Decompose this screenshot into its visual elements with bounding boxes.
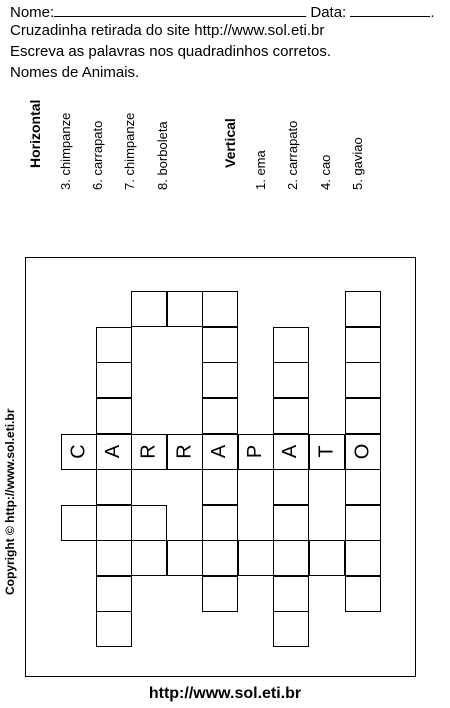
cell-letter: A xyxy=(208,445,231,459)
crossword-cell[interactable] xyxy=(273,398,309,434)
crossword-cell[interactable] xyxy=(131,505,167,541)
crossword-cell[interactable] xyxy=(202,576,238,612)
vertical-clue: 5. gaviao xyxy=(350,137,365,190)
cell-letter: C xyxy=(67,444,90,459)
horizontal-clue: 8. borboleta xyxy=(155,121,170,190)
crossword-cell[interactable] xyxy=(61,434,97,470)
name-blank[interactable] xyxy=(54,2,306,17)
crossword-cell[interactable] xyxy=(167,540,203,576)
crossword-cell[interactable] xyxy=(273,505,309,541)
crossword-cell[interactable] xyxy=(273,540,309,576)
crossword-cell[interactable] xyxy=(202,291,238,327)
crossword-cell[interactable] xyxy=(345,398,381,434)
crossword-cell[interactable] xyxy=(96,611,132,647)
crossword-cell[interactable] xyxy=(309,434,345,470)
crossword-cell[interactable] xyxy=(345,469,381,505)
copyright-text: Copyright © http://www.sol.eti.br xyxy=(3,408,17,595)
cell-letter: P xyxy=(244,445,267,459)
horizontal-clue: 7. chimpanze xyxy=(122,112,137,190)
date-blank[interactable] xyxy=(350,2,430,17)
crossword-cell[interactable] xyxy=(167,434,203,470)
crossword-cell[interactable] xyxy=(131,540,167,576)
crossword-cell[interactable] xyxy=(96,540,132,576)
cell-letter: A xyxy=(102,445,125,459)
crossword-cell[interactable] xyxy=(238,434,274,470)
crossword-cell[interactable] xyxy=(202,398,238,434)
vertical-clue: 2. carrapato xyxy=(285,120,300,190)
vertical-clue: 4. cao xyxy=(318,154,333,190)
crossword-cell[interactable] xyxy=(96,327,132,363)
cell-letter: O xyxy=(351,443,374,460)
crossword-cell[interactable] xyxy=(202,362,238,398)
crossword-cell[interactable] xyxy=(345,327,381,363)
crossword-cell[interactable] xyxy=(273,469,309,505)
horizontal-title: Horizontal xyxy=(27,99,43,168)
date-label: Data: xyxy=(310,4,347,21)
crossword-cell[interactable] xyxy=(309,540,345,576)
cell-letter: R xyxy=(137,444,160,459)
crossword-cell[interactable] xyxy=(238,540,274,576)
crossword-cell[interactable] xyxy=(273,362,309,398)
crossword-cell[interactable] xyxy=(273,434,309,470)
vertical-title: Vertical xyxy=(222,118,238,168)
crossword-cell[interactable] xyxy=(345,505,381,541)
crossword-cell[interactable] xyxy=(273,611,309,647)
crossword-cell[interactable] xyxy=(202,505,238,541)
crossword-cell[interactable] xyxy=(273,327,309,363)
crossword-cell[interactable] xyxy=(96,434,132,470)
crossword-cell[interactable] xyxy=(273,576,309,612)
horizontal-clue: 3. chimpanze xyxy=(58,112,73,190)
cell-letter: R xyxy=(173,444,196,459)
footer-url: http://www.sol.eti.br xyxy=(148,685,302,702)
crossword-cell[interactable] xyxy=(167,291,203,327)
crossword-cell[interactable] xyxy=(96,398,132,434)
crossword-cell[interactable] xyxy=(202,469,238,505)
crossword-cell[interactable] xyxy=(202,540,238,576)
cell-letter: A xyxy=(279,445,302,459)
crossword-cell[interactable] xyxy=(131,434,167,470)
crossword-cell[interactable] xyxy=(96,505,132,541)
crossword-cell[interactable] xyxy=(96,469,132,505)
name-label: Nome: xyxy=(10,4,55,21)
crossword-cell[interactable] xyxy=(202,327,238,363)
name-date-line xyxy=(10,2,435,22)
horizontal-clue: 6. carrapato xyxy=(90,120,105,190)
crossword-cell[interactable] xyxy=(131,291,167,327)
instruction-line: Escreva as palavras nos quadradinhos corretos. xyxy=(10,43,332,60)
crossword-cell[interactable] xyxy=(61,505,97,541)
crossword-cell[interactable] xyxy=(96,576,132,612)
source-line: Cruzadinha retirada do site http://www.sol.eti.br xyxy=(10,22,325,39)
end-period: . xyxy=(430,4,435,21)
crossword-cell[interactable] xyxy=(96,362,132,398)
crossword-cell[interactable] xyxy=(345,540,381,576)
crossword-cell[interactable] xyxy=(345,291,381,327)
crossword-cell[interactable] xyxy=(202,434,238,470)
crossword-cell[interactable] xyxy=(345,434,381,470)
theme-line: Nomes de Animais. xyxy=(10,64,140,81)
crossword-cell[interactable] xyxy=(345,362,381,398)
crossword-cell[interactable] xyxy=(345,576,381,612)
cell-letter: T xyxy=(315,445,338,458)
vertical-clue: 1. ema xyxy=(253,150,268,190)
